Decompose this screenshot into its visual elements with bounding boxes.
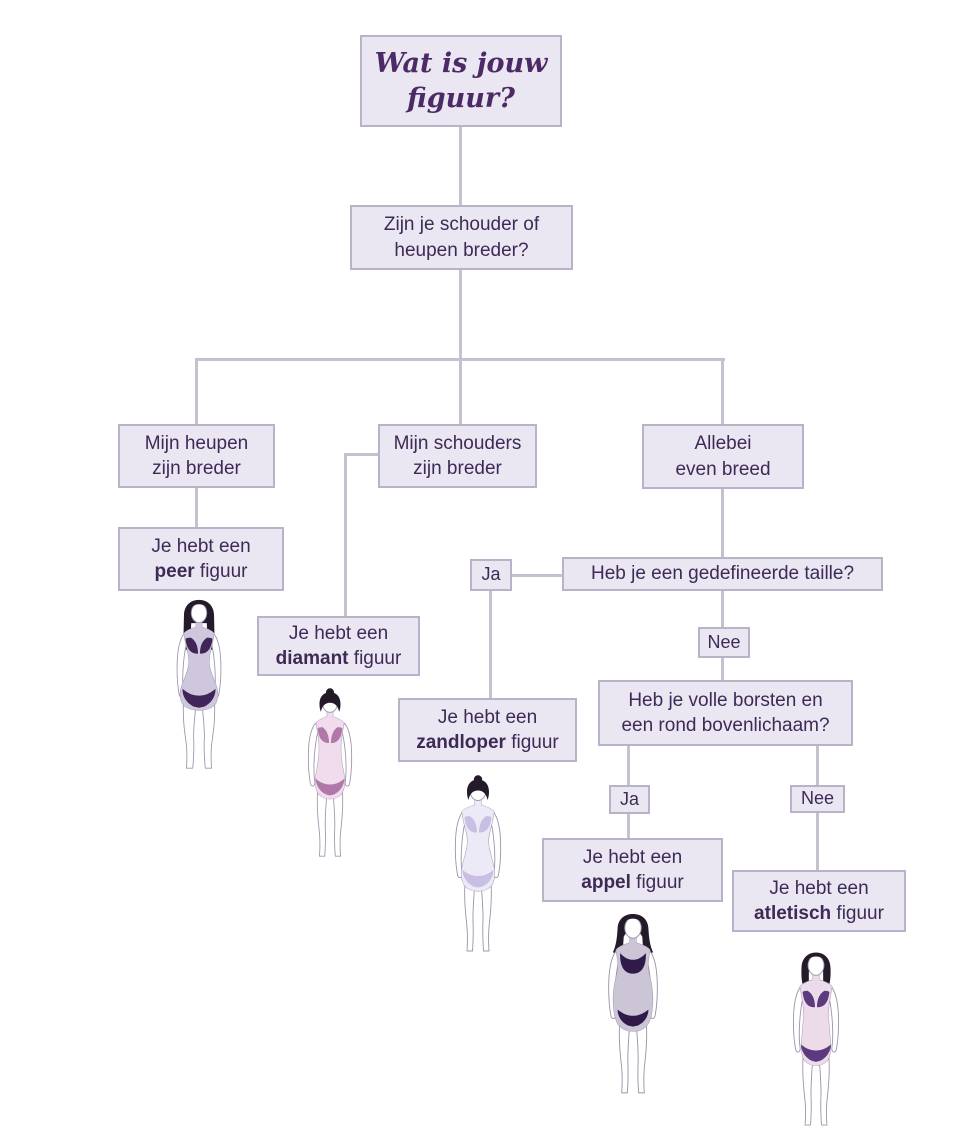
title-line2: figuur? — [407, 83, 515, 114]
answer-nee-taille — [698, 627, 750, 658]
title-box — [360, 35, 562, 127]
zandloper-leg-left — [465, 883, 475, 951]
question-root-line1: Zijn je schouder of — [383, 214, 540, 236]
result-zandloper-line2 — [416, 730, 559, 755]
result-peer — [118, 527, 284, 591]
connector-line — [721, 489, 724, 557]
result-zandloper-suffix: figuur — [505, 732, 559, 753]
branch-heupen — [118, 424, 275, 488]
peer-leg-left — [183, 702, 195, 768]
result-peer-suffix: figuur — [194, 561, 248, 582]
question-root-line2: heupen breder? — [394, 239, 529, 261]
question-borsten-line1: Heb je volle borsten en — [628, 689, 823, 711]
result-zandloper-prefix: Je hebt een — [437, 706, 538, 728]
connector-line — [721, 658, 724, 680]
result-atletisch-line2 — [754, 901, 884, 926]
connector-line — [344, 453, 347, 616]
result-appel — [542, 838, 723, 902]
result-diamant — [257, 616, 420, 676]
peer-leg-right — [202, 702, 214, 768]
question-taille-line1: Heb je een gedefineerde taille? — [590, 563, 855, 585]
branch-allebei-line1: Allebei — [694, 433, 752, 455]
appel-leg-right — [637, 1023, 647, 1093]
branch-schouders-line2: zijn breder — [413, 458, 502, 479]
connector-line — [721, 358, 724, 424]
result-atletisch-suffix: figuur — [831, 903, 884, 924]
connector-line — [344, 453, 378, 456]
atletisch-leg-right — [819, 1057, 829, 1125]
atletisch-leg-left — [803, 1057, 813, 1125]
result-peer-line2 — [155, 559, 248, 584]
answer-nee-borsten — [790, 785, 845, 813]
diamant-figure-illustration — [294, 688, 366, 860]
peer-figure-illustration — [161, 598, 237, 772]
connector-line — [195, 488, 198, 527]
branch-schouders-line1: Mijn schouders — [393, 432, 522, 454]
peer-head — [191, 603, 206, 622]
atletisch-figure-illustration — [780, 950, 852, 1129]
connector-line — [459, 358, 462, 424]
appel-head — [625, 918, 641, 939]
answer-ja-borsten — [609, 785, 650, 814]
connector-line — [721, 591, 724, 627]
result-diamant-line2 — [276, 646, 402, 671]
connector-line — [627, 814, 630, 838]
answer-ja-borsten-label: Ja — [619, 788, 639, 809]
branch-allebei-line2: even breed — [675, 458, 771, 480]
result-atletisch-prefix: Je hebt een — [769, 877, 869, 899]
zandloper-leg-right — [482, 883, 492, 951]
answer-nee-taille-label: Nee — [707, 631, 741, 652]
connector-line — [627, 746, 630, 785]
answer-ja-taille — [470, 559, 512, 591]
connector-line — [816, 813, 819, 870]
result-peer-bold: peer — [154, 561, 195, 582]
connector-line — [489, 591, 492, 698]
connector-line — [195, 358, 198, 424]
diamant-leg-left — [317, 791, 326, 856]
result-zandloper — [398, 698, 577, 762]
atletisch-head — [808, 955, 824, 975]
appel-leg-left — [619, 1023, 629, 1093]
connector-line — [512, 574, 562, 577]
result-diamant-prefix: Je hebt een — [288, 622, 389, 644]
question-borsten-line2: een rond bovenlichaam? — [621, 715, 830, 736]
branch-heupen-line2: zijn breder — [152, 458, 241, 479]
appel-figure-illustration — [595, 912, 671, 1097]
connector-line — [459, 127, 462, 205]
connector-line — [459, 270, 462, 360]
answer-nee-borsten-label: Nee — [800, 788, 835, 809]
question-taille — [562, 557, 883, 591]
result-appel-prefix: Je hebt een — [582, 846, 683, 868]
question-borsten — [598, 680, 853, 746]
result-atletisch-bold: atletisch — [754, 903, 832, 924]
branch-allebei — [642, 424, 804, 489]
branch-schouders — [378, 424, 537, 488]
branch-heupen-line1: Mijn heupen — [144, 432, 249, 454]
question-root — [350, 205, 573, 270]
result-appel-bold: appel — [581, 872, 631, 893]
result-diamant-suffix: figuur — [348, 648, 402, 669]
result-peer-prefix: Je hebt een — [151, 535, 251, 557]
result-appel-line2 — [581, 870, 683, 895]
answer-ja-taille-label: Ja — [481, 564, 501, 585]
result-atletisch — [732, 870, 906, 932]
result-diamant-bold: diamant — [275, 648, 349, 669]
connector-line — [816, 746, 819, 785]
result-appel-suffix: figuur — [630, 872, 684, 893]
diamant-leg-right — [333, 791, 342, 856]
zandloper-figure-illustration — [442, 774, 514, 956]
title-line1: Wat is jouw — [374, 47, 548, 79]
result-zandloper-bold: zandloper — [416, 732, 506, 753]
